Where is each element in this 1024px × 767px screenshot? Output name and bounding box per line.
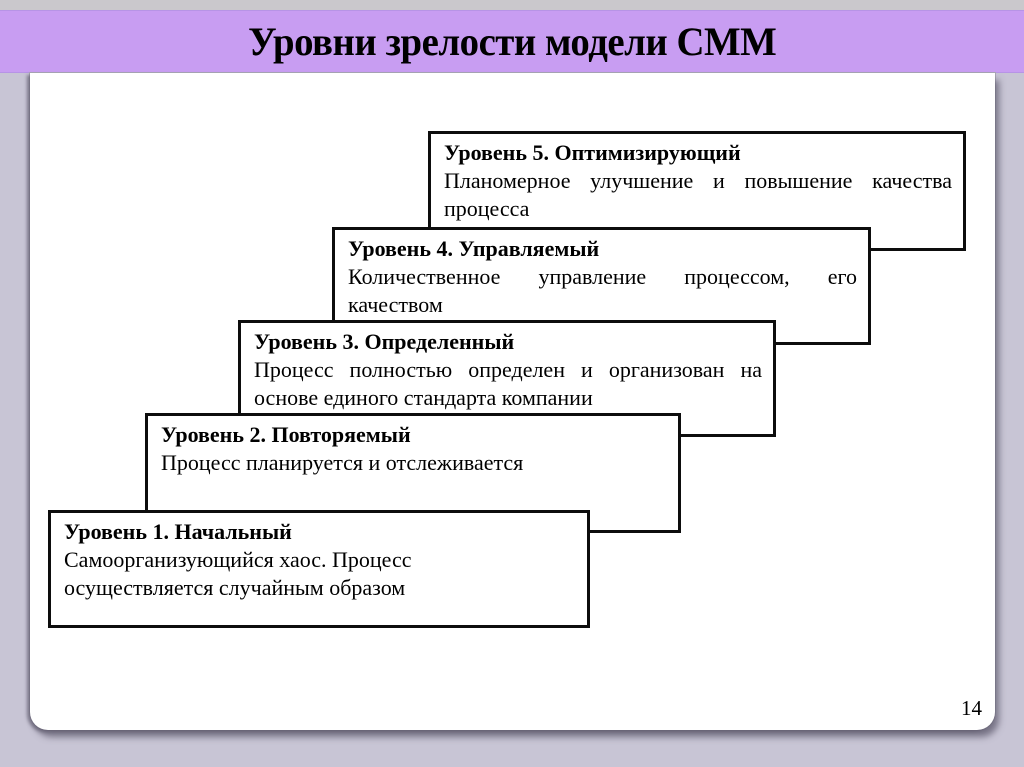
level-3-description: Процесс полностью определен и организован на основе единого стандарта компании <box>254 357 762 410</box>
content-panel <box>30 73 995 730</box>
level-2-heading: Уровень 2. Повторяемый <box>161 422 411 447</box>
slide-title: Уровни зрелости модели СММ <box>247 19 777 64</box>
level-4-heading: Уровень 4. Управляемый <box>348 236 600 261</box>
level-5-description: Планомерное улучшение и повышение качества процесса <box>444 168 952 221</box>
level-1-heading: Уровень 1. Начальный <box>64 519 292 544</box>
page-number: 14 <box>961 696 982 720</box>
level-1-description: Самоорганизующийся хаос. Процесс осуществляется случайным образом <box>64 547 412 600</box>
level-box-1 <box>48 510 590 628</box>
level-2-description: Процесс планируется и отслеживается <box>161 450 524 475</box>
slide-title-bar <box>0 10 1024 73</box>
level-4-description: Количественное управление процессом, его качеством <box>348 264 857 317</box>
level-3-heading: Уровень 3. Определенный <box>254 329 515 354</box>
level-5-heading: Уровень 5. Оптимизирующий <box>444 140 741 165</box>
top-strip <box>0 0 1024 10</box>
